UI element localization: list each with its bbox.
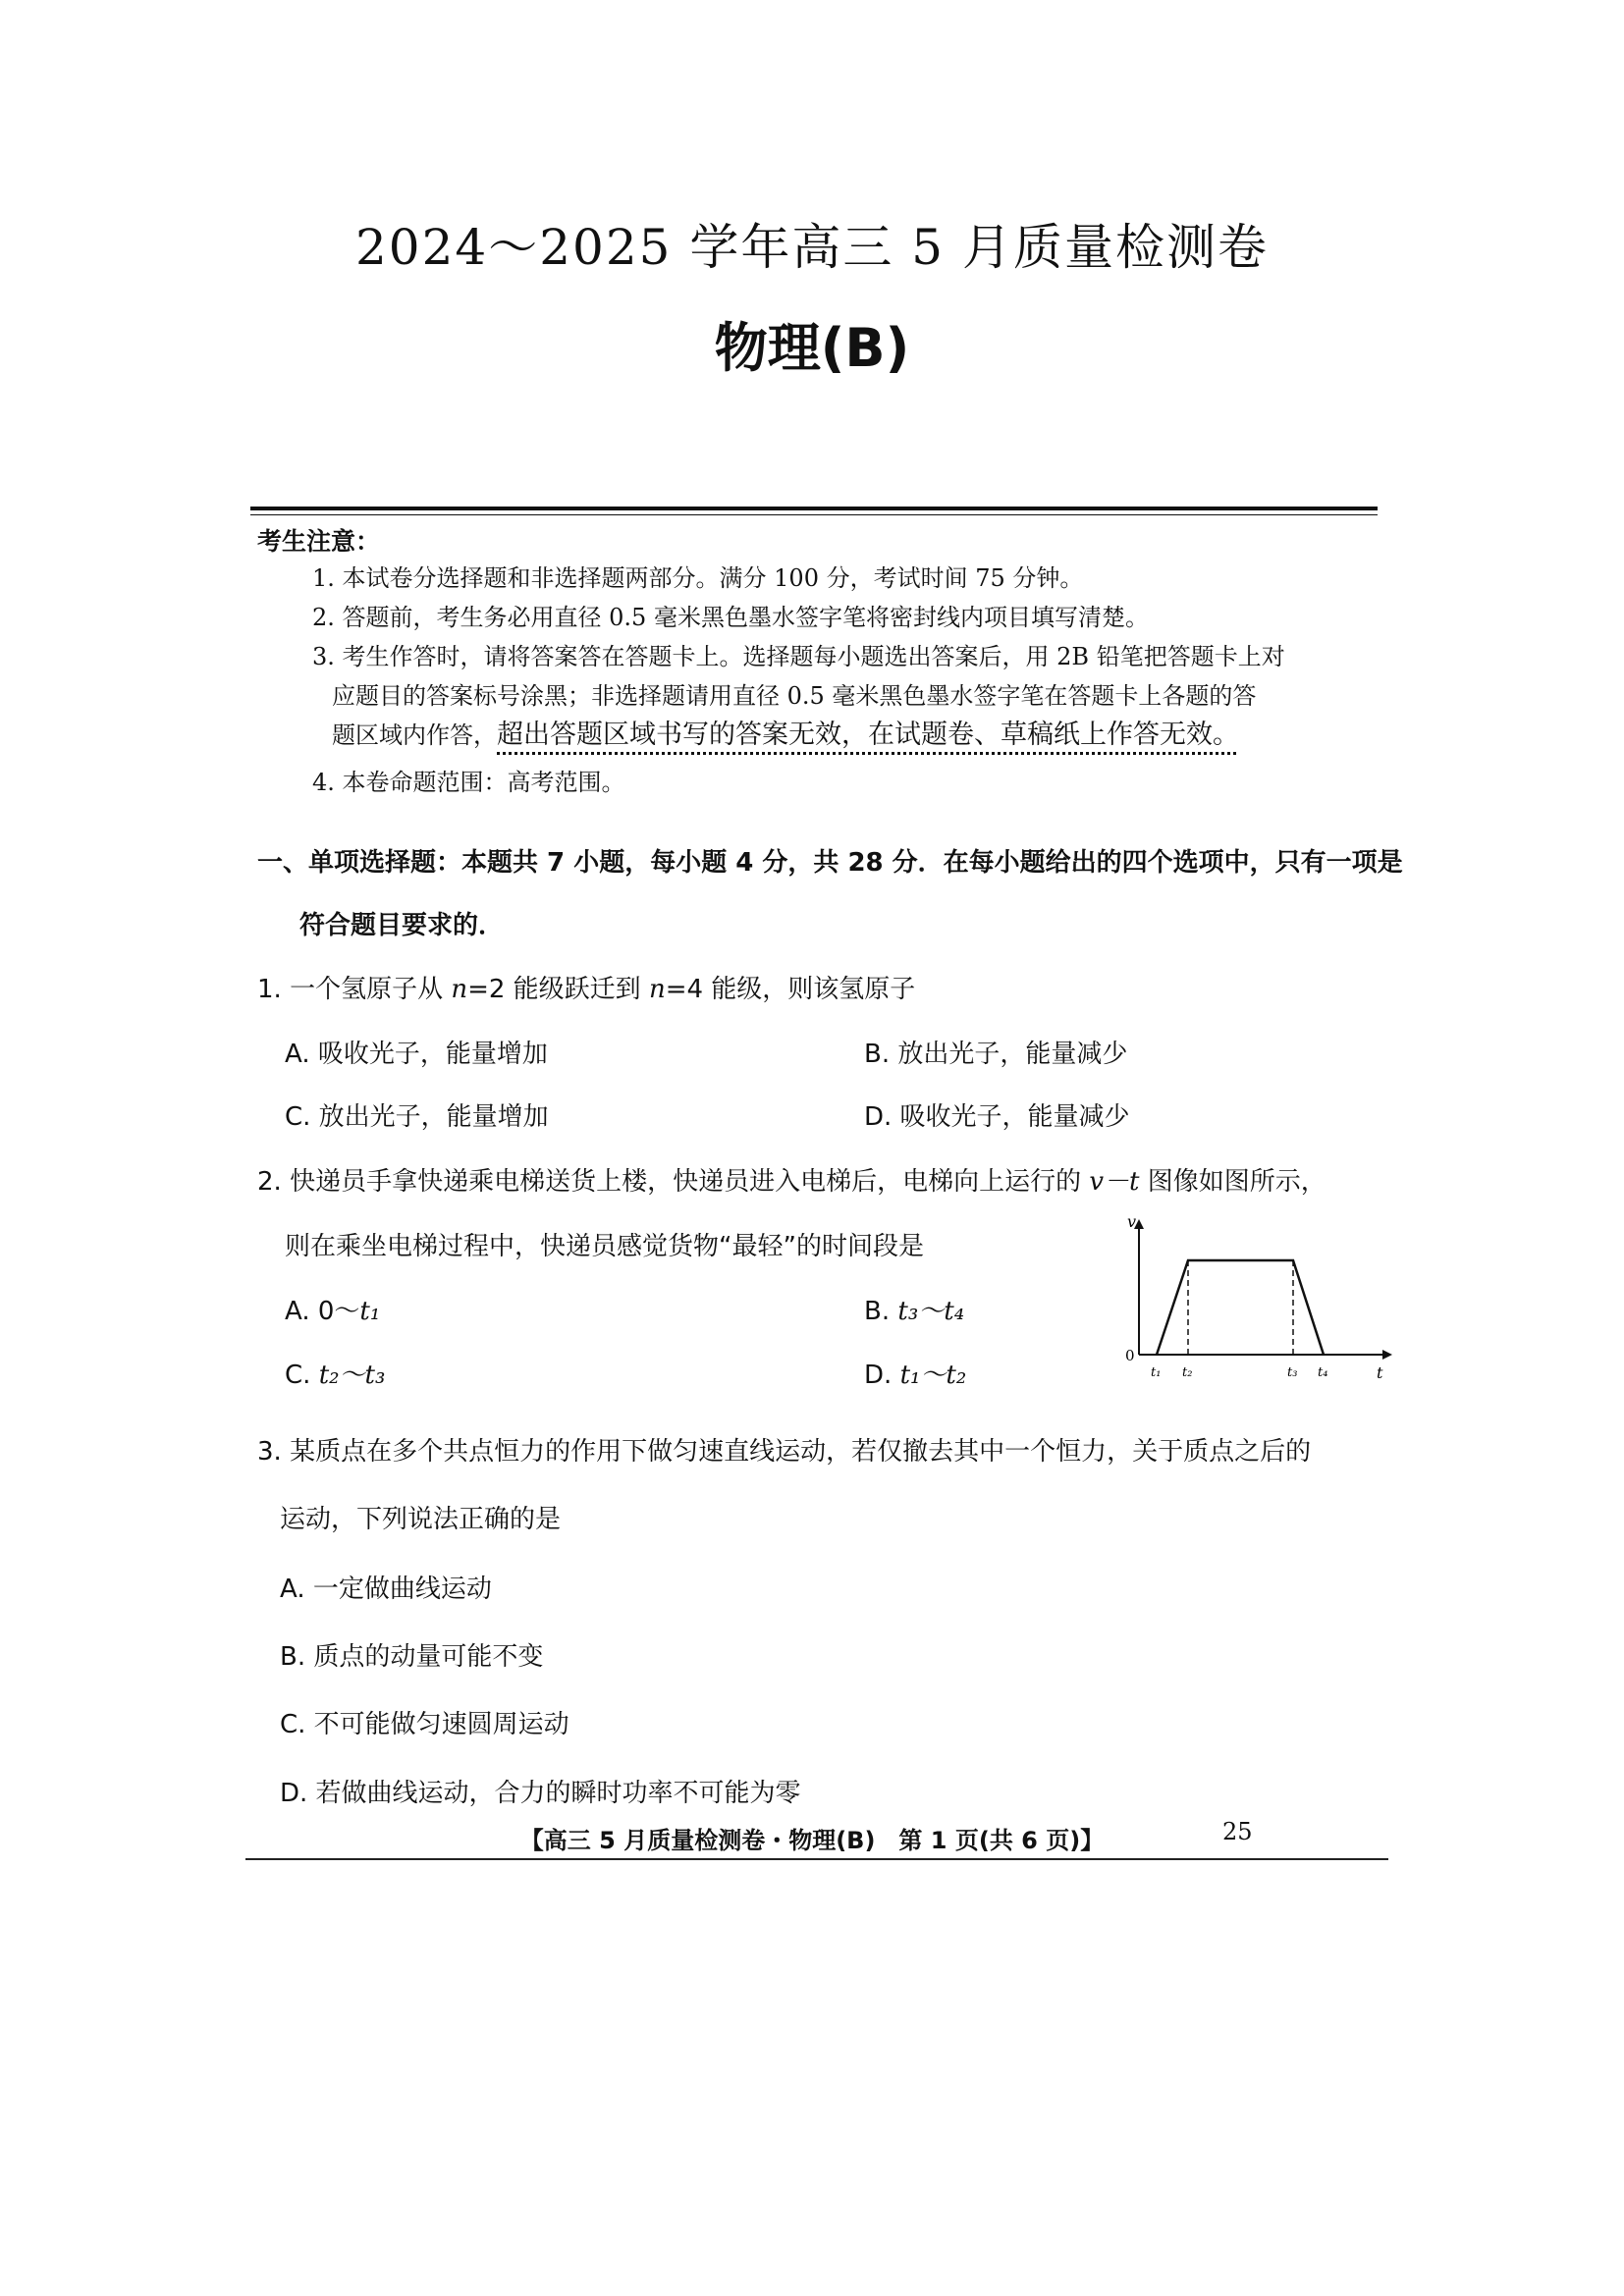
q2-c-var: t₂～t₃ xyxy=(318,1361,386,1390)
q1-var-n1: n xyxy=(451,975,468,1004)
origin-label: 0 xyxy=(1125,1347,1135,1364)
q2-option-b xyxy=(864,1291,964,1327)
notice-item-1: 1. 本试卷分选择题和非选择题两部分。满分 100 分，考试时间 75 分钟。 xyxy=(312,564,1084,592)
q1-option-d: D. 吸收光子，能量减少 xyxy=(864,1102,1130,1132)
notice-item-3: 3. 考生作答时，请将答案答在答题卡上。选择题每小题选出答案后，用 2B 铅笔把答题卡上对 xyxy=(312,643,1285,670)
x-axis-arrow xyxy=(1382,1350,1392,1360)
q2-b-var: t₃～t₄ xyxy=(897,1297,965,1326)
q2-a-prefix: A. 0～ xyxy=(285,1297,360,1326)
q2-c-prefix: C. xyxy=(285,1361,319,1390)
section-heading: 一、单项选择题：本题共 7 小题，每小题 4 分，共 28 分．在每小题给出的四个选项中，只有一项是 xyxy=(257,848,1403,878)
q2-stem-b: 图像如图所示， xyxy=(1139,1167,1326,1197)
q2-option-a xyxy=(285,1291,380,1327)
tick-t1: t₁ xyxy=(1151,1365,1162,1380)
q1-stem-b: =2 能级跃迁到 xyxy=(467,975,649,1004)
question-2-stem xyxy=(257,1161,1326,1198)
section-heading-cont: 符合题目要求的． xyxy=(299,911,505,940)
exam-title: 2024～2025 学年高三 5 月质量检测卷 xyxy=(355,219,1269,276)
q1-stem-c: =4 能级，则该氢原子 xyxy=(665,975,916,1004)
q3-option-a: A. 一定做曲线运动 xyxy=(280,1575,492,1604)
question-1-stem xyxy=(257,969,915,1005)
y-axis-label: v xyxy=(1127,1217,1137,1231)
q2-vt: v－t xyxy=(1089,1167,1140,1197)
q2-d-prefix: D. xyxy=(864,1361,900,1390)
q2-d-var: t₁～t₂ xyxy=(899,1361,967,1390)
tick-t3: t₃ xyxy=(1287,1365,1298,1380)
q1-option-a: A. 吸收光子，能量增加 xyxy=(285,1040,548,1069)
q2-a-var: t₁ xyxy=(359,1297,381,1326)
notice-item-4: 4. 本卷命题范围：高考范围。 xyxy=(312,769,625,796)
q3-option-d: D. 若做曲线运动，合力的瞬时功率不可能为零 xyxy=(280,1779,801,1808)
q3-option-c: C. 不可能做匀速圆周运动 xyxy=(280,1710,569,1739)
velocity-trace xyxy=(1157,1260,1324,1355)
notice-item-3-cont: 应题目的答案标号涂黑；非选择题请用直径 0.5 毫米黑色墨水签字笔在答题卡上各题的答 xyxy=(332,682,1257,710)
vt-graph xyxy=(1110,1217,1394,1389)
q1-option-c: C. 放出光子，能量增加 xyxy=(285,1102,549,1132)
notice-emphasis: 超出答题区域书写的答案无效，在试题卷、草稿纸上作答无效。 xyxy=(497,720,1239,750)
q1-option-b: B. 放出光子，能量减少 xyxy=(864,1040,1128,1069)
q1-var-n2: n xyxy=(648,975,666,1004)
exam-subject: 物理(B) xyxy=(714,317,910,379)
notice-item-3-tail: 题区域内作答， xyxy=(332,721,497,749)
q3-option-b: B. 质点的动量可能不变 xyxy=(280,1642,544,1672)
question-2-stem-cont: 则在乘坐电梯过程中，快递员感觉货物“最轻”的时间段是 xyxy=(285,1232,924,1261)
question-3-stem: 3. 某质点在多个共点恒力的作用下做匀速直线运动，若仅撤去其中一个恒力，关于质点之后的 xyxy=(257,1437,1312,1467)
question-3-stem-cont: 运动，下列说法正确的是 xyxy=(280,1505,562,1534)
q2-stem-a: 2. 快递员手拿快递乘电梯送货上楼，快递员进入电梯后，电梯向上运行的 xyxy=(257,1167,1090,1197)
q2-b-prefix: B. xyxy=(864,1297,898,1326)
page-footer: 【高三 5 月质量检测卷・物理(B) 第 1 页(共 6 页)】 xyxy=(519,1827,1105,1854)
tick-t2: t₂ xyxy=(1182,1365,1193,1380)
q1-stem-a: 1. 一个氢原子从 xyxy=(257,975,452,1004)
notice-heading: 考生注意： xyxy=(257,527,381,556)
notice-item-2: 2. 答题前，考生务必用直径 0.5 毫米黑色墨水签字笔将密封线内项目填写清楚。 xyxy=(312,604,1149,631)
tick-t4: t₄ xyxy=(1318,1365,1328,1380)
notice-item-3-cont2 xyxy=(332,721,1402,750)
header-rule-thin xyxy=(250,514,1378,515)
header-rule xyxy=(250,507,1378,510)
footer-rule xyxy=(245,1858,1388,1860)
q2-option-c xyxy=(285,1355,385,1391)
footer-code: 25 xyxy=(1222,1818,1253,1845)
q2-option-d xyxy=(864,1355,966,1391)
x-axis-label: t xyxy=(1377,1363,1383,1382)
